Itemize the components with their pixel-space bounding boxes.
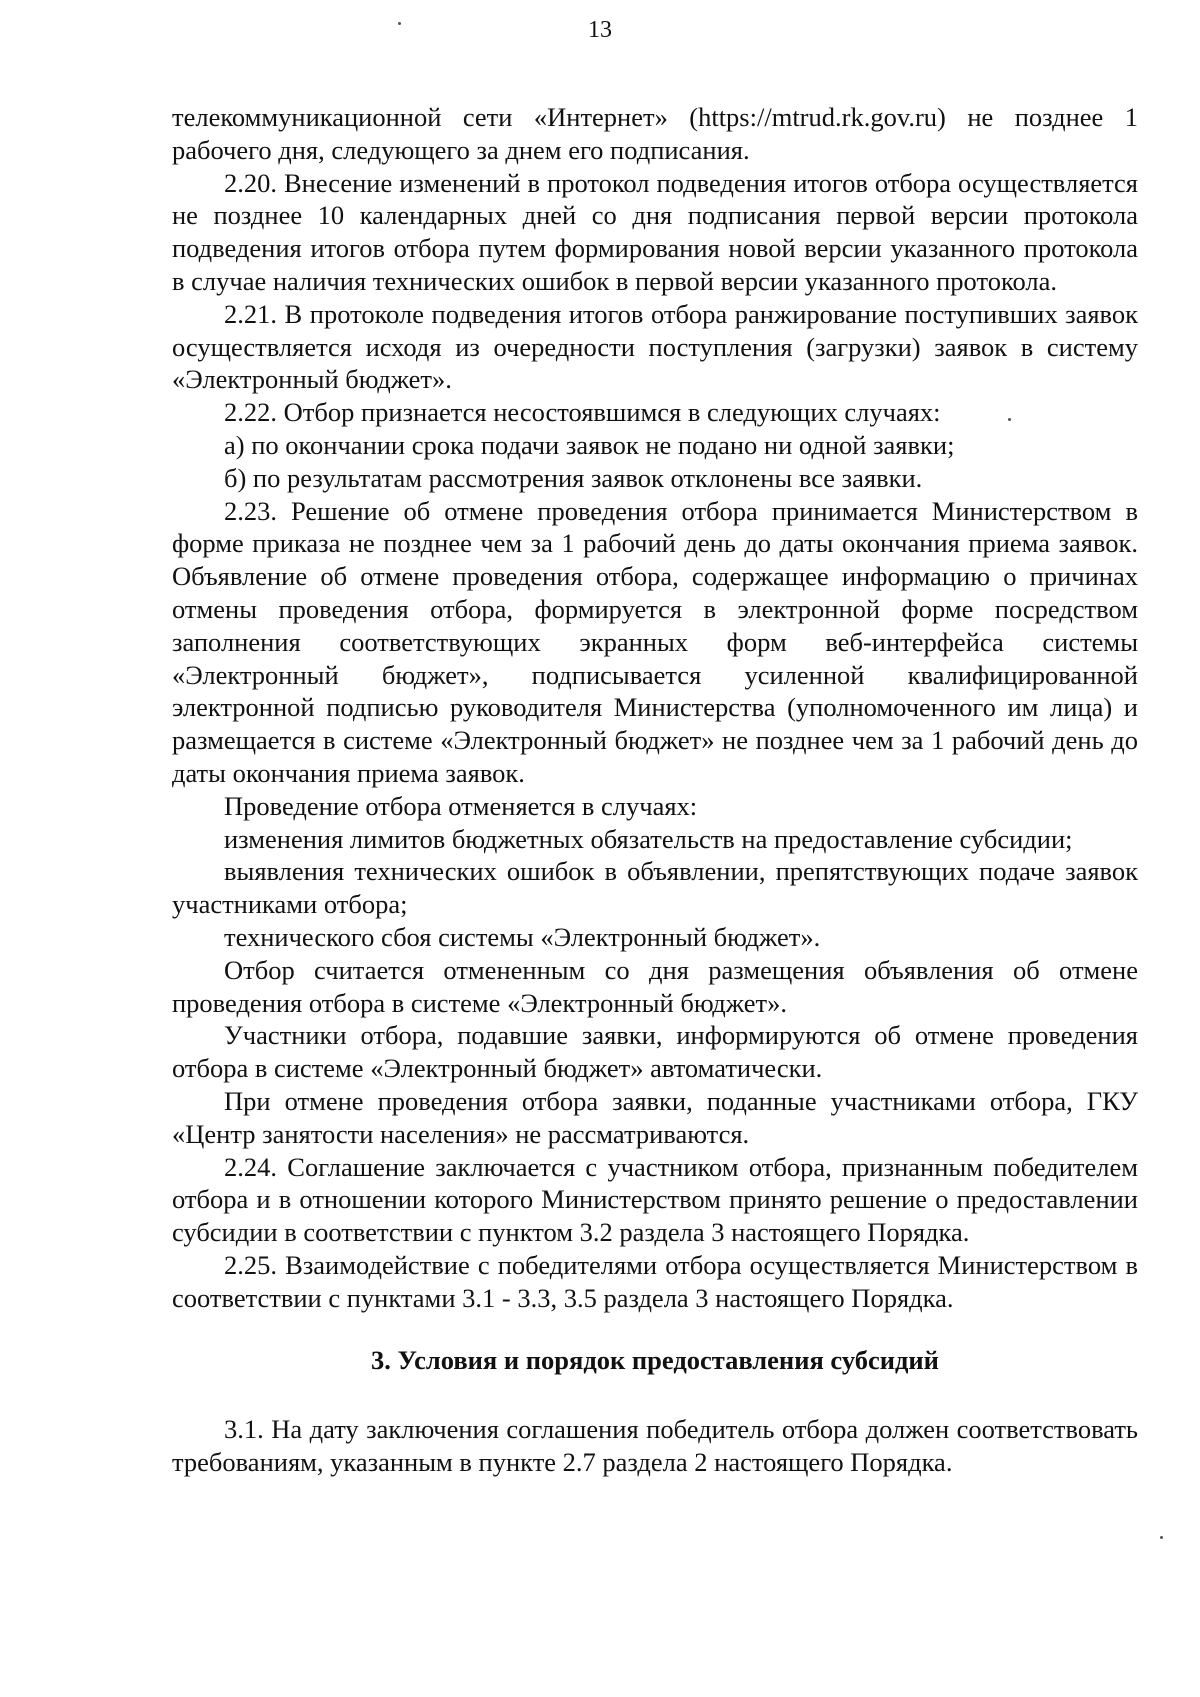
- section-heading-3: 3. Условия и порядок предоставления субсидий: [371, 1345, 939, 1376]
- paragraph-2-21: 2.21. В протоколе подведения итогов отбора ранжирование поступивших заявок осуществляется исходя из очередности поступления (загрузки) заявок в систему «Электронный бюджет».: [172, 298, 1138, 395]
- paragraph-2-23: 2.23. Решение об отмене проведения отбора принимается Министерством в форме приказа не позднее чем за 1 рабочий день до даты окончания приема заявок. Объявление об отмене проведения отбора, содержащее информацию о причинах отмены проведения отбора, формируется в электронной форме посредством заполнения соответствующих экранных форм веб-интерфейса системы «Электронный бюджет», подписывается усиленной квалифицированной электронной подписью руководителя Министерства (уполномоченного им лица) и размещается в системе «Электронный бюджет» не позднее чем за 1 рабочий день до даты окончания приема заявок.: [172, 495, 1138, 788]
- scan-speck: [1160, 1536, 1163, 1539]
- paragraph-2-20: 2.20. Внесение изменений в протокол подведения итогов отбора осуществляется не позднее 10 календарных дней со дня подписания первой версии протокола подведения итогов отбора путем формирования новой версии указанного протокола в случае наличия технических ошибок в первой версии указанного протокола.: [172, 167, 1138, 296]
- paragraph-cancel-date: Отбор считается отмененным со дня размещения объявления об отмене проведения отбора в системе «Электронный бюджет».: [172, 954, 1138, 1018]
- cancel-case-errors: выявления технических ошибок в объявлении, препятствующих подаче заявок участниками отбора;: [172, 856, 1138, 920]
- paragraph-continuation: телекоммуникационной сети «Интернет» (https://mtrud.rk.gov.ru) не позднее 1 рабочего дня, следующего за днем его подписания.: [172, 102, 1138, 165]
- paragraph-applications-not-considered: При отмене проведения отбора заявки, поданные участниками отбора, ГКУ «Центр занятости населения» не рассматриваются.: [172, 1085, 1138, 1149]
- scan-speck: [1008, 418, 1011, 421]
- paragraph-participants-notified: Участники отбора, подавшие заявки, информируются об отмене проведения отбора в системе «Электронный бюджет» автоматически.: [172, 1020, 1138, 1084]
- paragraph-cancel-cases: Проведение отбора отменяется в случаях:: [224, 790, 698, 821]
- cancel-case-limits: изменения лимитов бюджетных обязательств на предоставление субсидии;: [224, 823, 1073, 854]
- cancel-case-failure: технического сбоя системы «Электронный бюджет».: [224, 921, 821, 952]
- paragraph-2-24: 2.24. Соглашение заключается с участником отбора, признанным победителем отбора и в отношении которого Министерством принято решение о предоставлении субсидии в соответствии с пунктом 3.2 раздела 3 настоящего Порядка.: [172, 1151, 1138, 1248]
- document-body: [172, 101, 1138, 1479]
- paragraph-2-25: 2.25. Взаимодействие с победителями отбора осуществляется Министерством в соответствии с пунктами 3.1 - 3.3, 3.5 раздела 3 настоящего Порядка.: [172, 1249, 1138, 1313]
- paragraph-3-1: 3.1. На дату заключения соглашения победитель отбора должен соответствовать требованиям, указанным в пункте 2.7 раздела 2 настоящего Порядка.: [172, 1414, 1138, 1478]
- page-number: 13: [588, 17, 612, 43]
- list-item-a: а) по окончании срока подачи заявок не подано ни одной заявки;: [224, 429, 955, 460]
- scan-speck: [398, 22, 401, 25]
- paragraph-2-22: 2.22. Отбор признается несостоявшимся в следующих случаях:: [224, 397, 941, 428]
- list-item-b: б) по результатам рассмотрения заявок отклонены все заявки.: [224, 462, 923, 493]
